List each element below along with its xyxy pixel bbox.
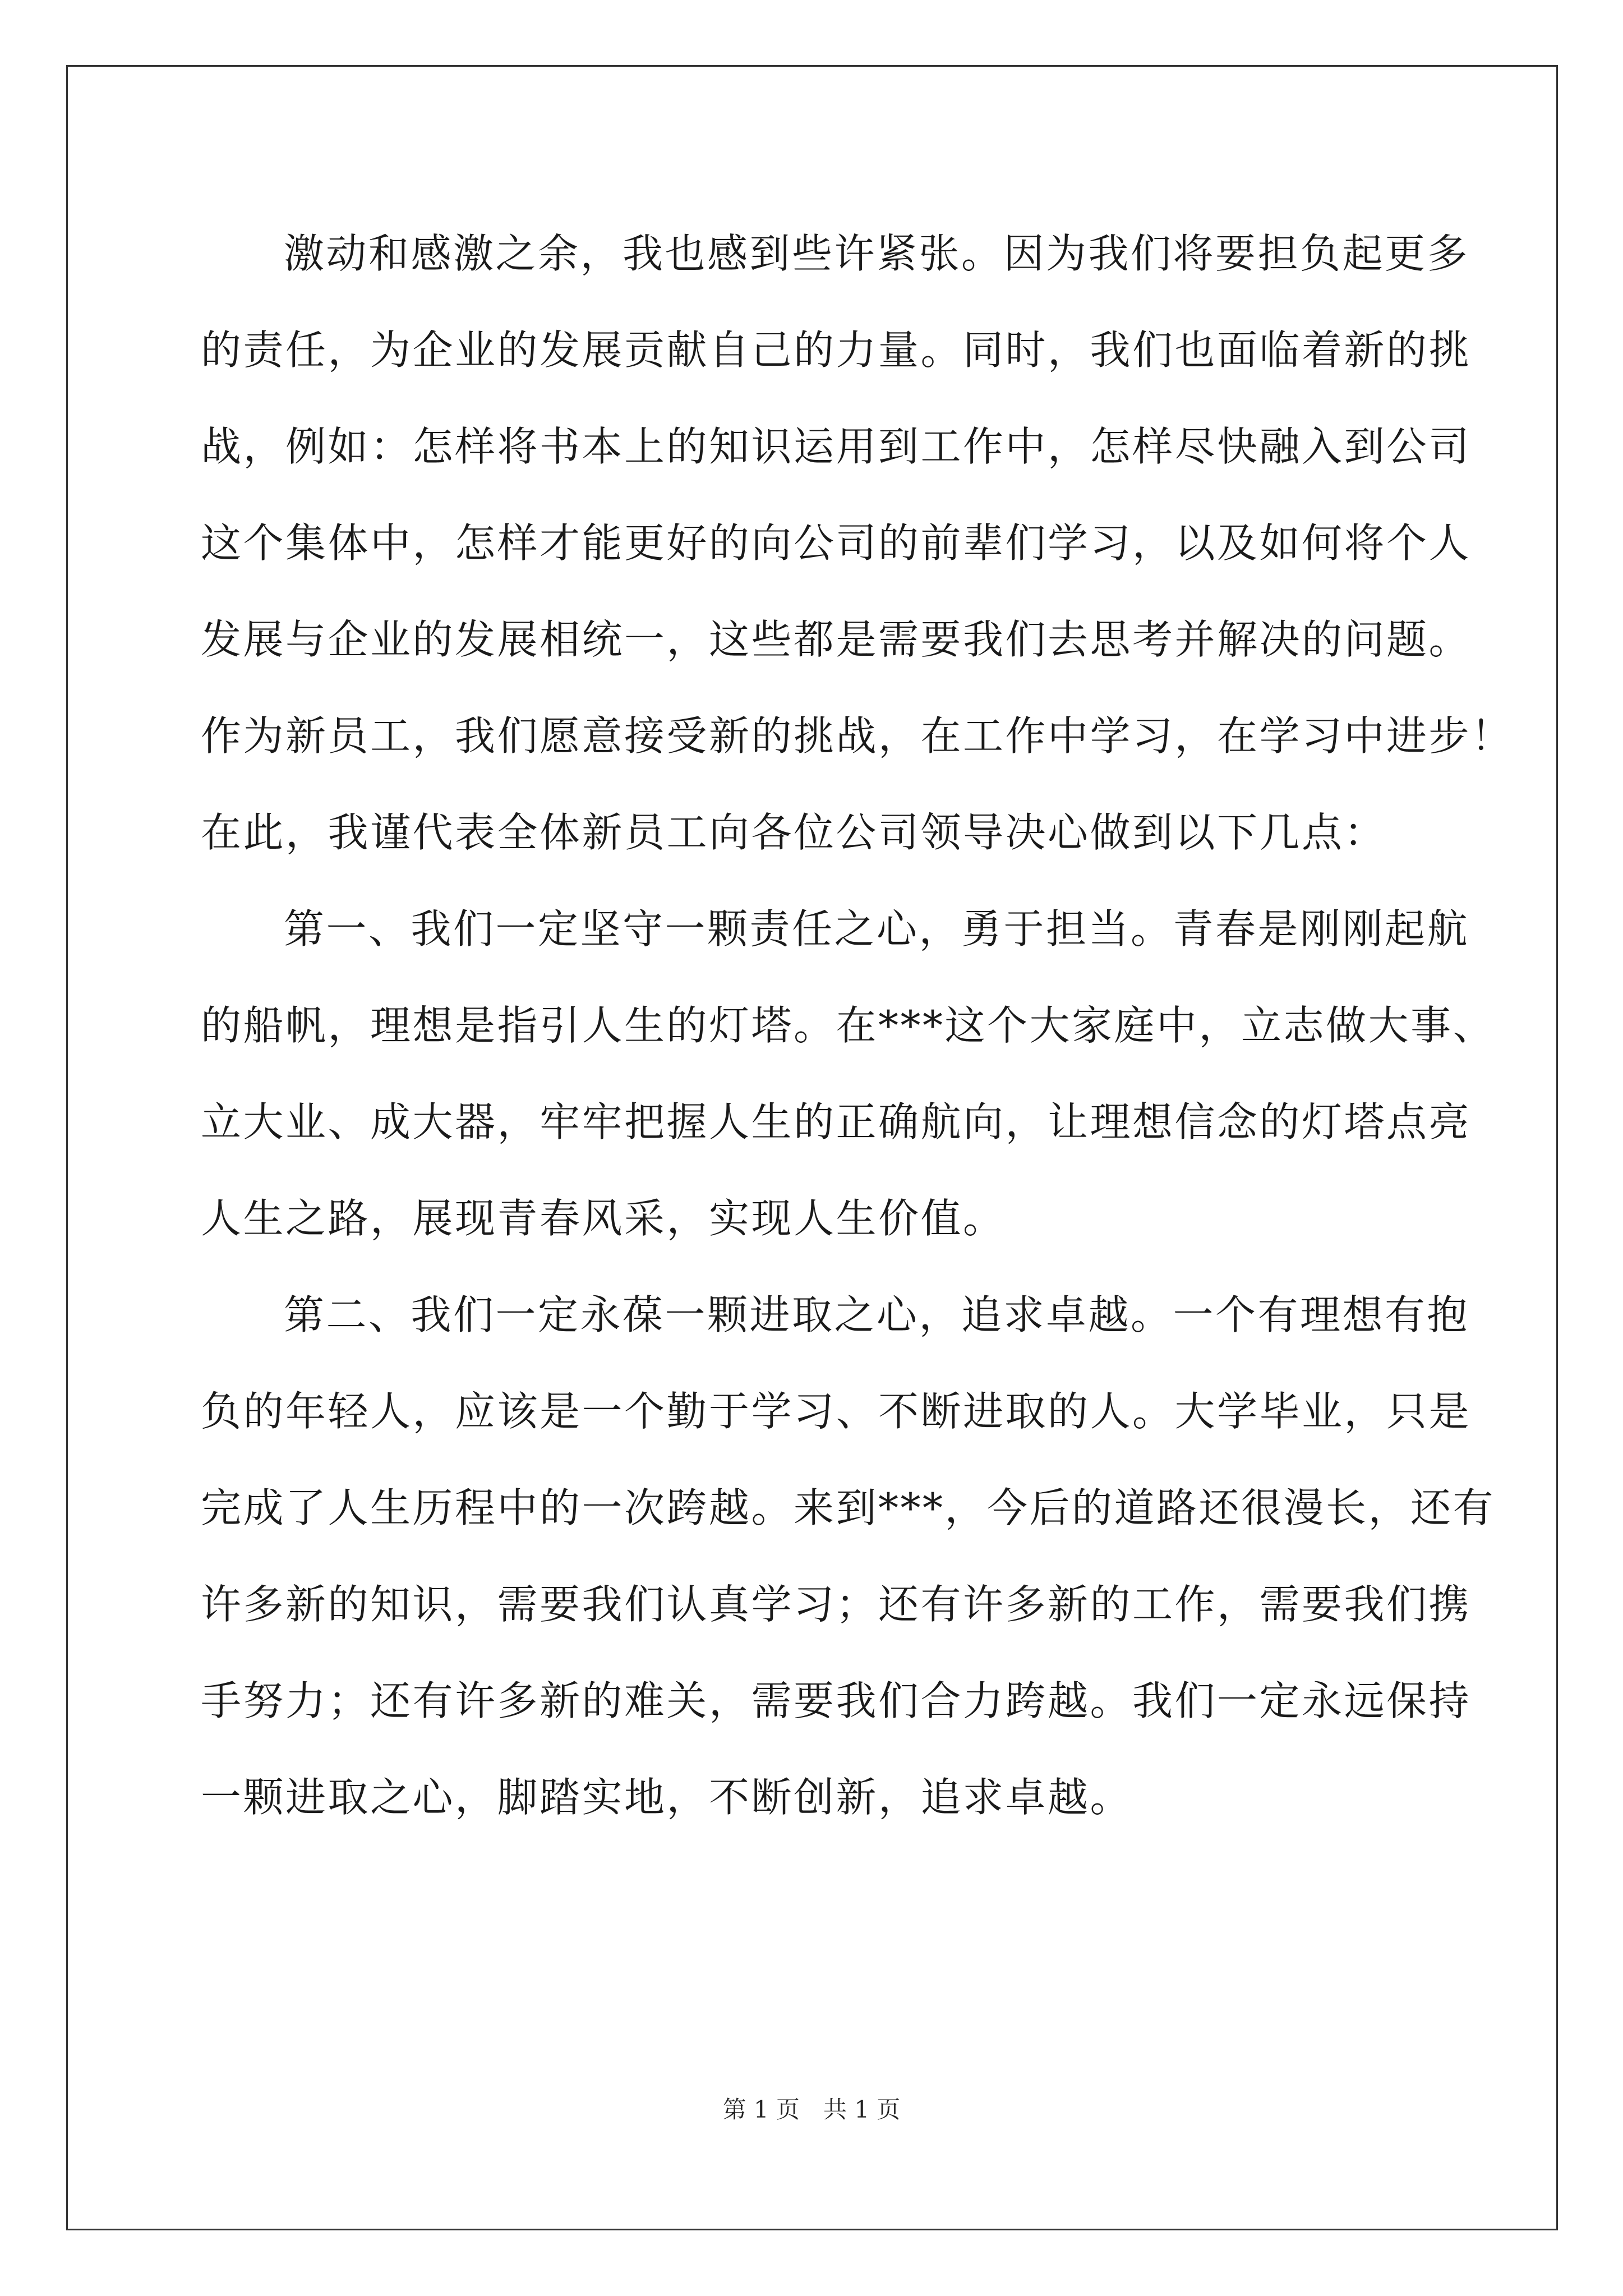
text-line: 激动和感激之余，我也感到些许紧张。因为我们将要担负起更多 (284, 230, 1470, 277)
text-line: 许多新的知识，需要我们认真学习；还有许多新的工作，需要我们携 (201, 1581, 1472, 1628)
text-line: 完成了人生历程中的一次跨越。来到***，今后的道路还很漫长，还有 (201, 1484, 1496, 1531)
text-line: 第二、我们一定永葆一颗进取之心，追求卓越。一个有理想有抱 (284, 1291, 1470, 1338)
text-line: 的责任，为企业的发展贡献自己的力量。同时，我们也面临着新的挑 (201, 326, 1472, 374)
text-line: 这个集体中，怎样才能更好的向公司的前辈们学习，以及如何将个人 (201, 519, 1472, 567)
text-line: 在此，我谨代表全体新员工向各位公司领导决心做到以下几点： (201, 809, 1387, 856)
document-body (201, 205, 1514, 1846)
text-line: 战，例如：怎样将书本上的知识运用到工作中，怎样尽快融入到公司 (201, 423, 1472, 470)
text-line: 人生之路，展现青春风采，实现人生价值。 (201, 1195, 1006, 1242)
page-footer: 第 1 页 共 1 页 (722, 2096, 901, 2123)
text-line: 发展与企业的发展相统一，这些都是需要我们去思考并解决的问题。 (201, 616, 1472, 663)
text-line: 一颗进取之心，脚踏实地，不断创新，追求卓越。 (201, 1774, 1133, 1821)
text-line: 第一、我们一定坚守一颗责任之心，勇于担当。青春是刚刚起航 (284, 905, 1470, 953)
text-line: 立大业、成大器，牢牢把握人生的正确航向，让理想信念的灯塔点亮 (201, 1098, 1472, 1145)
text-line: 负的年轻人，应该是一个勤于学习、不断进取的人。大学毕业，只是 (201, 1388, 1472, 1435)
text-line: 手努力；还有许多新的难关，需要我们合力跨越。我们一定永远保持 (201, 1677, 1472, 1724)
text-line: 作为新员工，我们愿意接受新的挑战，在工作中学习，在学习中进步！ (201, 712, 1514, 760)
text-line: 的船帆，理想是指引人生的灯塔。在***这个大家庭中，立志做大事、 (201, 1002, 1496, 1049)
